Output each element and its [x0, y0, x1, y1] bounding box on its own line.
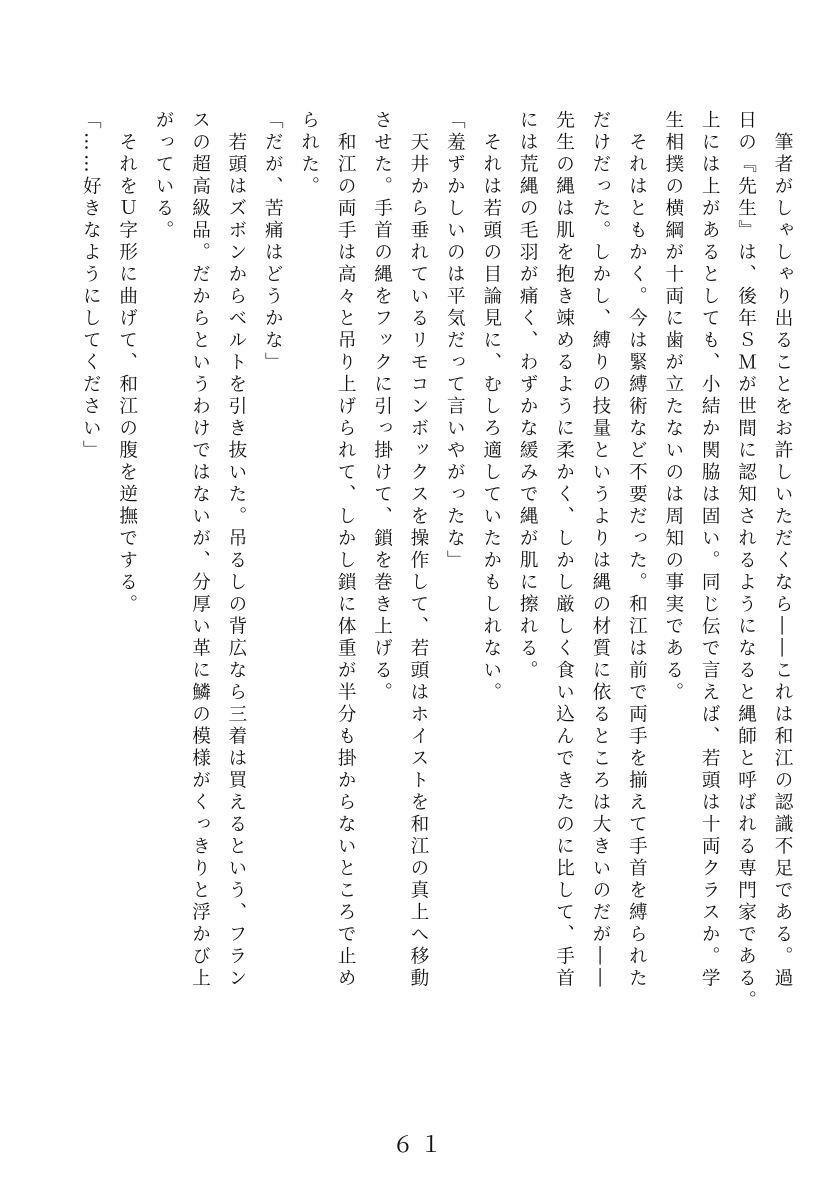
- text-line: 先生の縄は肌を抱き竦めるように柔かく、しかし厳しく食い込んできたのに比して、手首: [553, 110, 575, 990]
- text-line: 天井から垂れているリモコンボックスを操作して、若頭はホイストを和江の真上へ移動: [407, 110, 429, 990]
- text-line: 和江の両手は高々と吊り上げられて、しかし鎖に体重が半分も掛からないところで止め: [335, 110, 357, 990]
- text-line: 日の『先生』は、後年ＳＭが世間に認知されるようになると縄師と呼ばれる専門家である。: [735, 110, 757, 1012]
- text-line: それは若頭の目論見に、むしろ適していたかもしれない。: [480, 110, 502, 704]
- text-line: それをＵ字形に曲げて、和江の腹を逆撫でする。: [116, 110, 138, 616]
- text-line: られた。: [298, 110, 320, 198]
- text-line: だけだった。しかし、縛りの技量というよりは縄の材質に依るところは大きいのだが――: [589, 110, 611, 990]
- page-number: ６１: [391, 1133, 448, 1158]
- text-line: 生相撲の横綱が十両に歯が立たないのは周知の事実である。: [662, 110, 684, 704]
- text-line: それはともかく。今は緊縛術など不要だった。和江は前で両手を揃えて手首を縛られた: [626, 110, 648, 990]
- text-line: 筆者がしゃしゃり出ることをお許しいただくなら――これは和江の認識不足である。過: [772, 110, 793, 990]
- text-line: 「だが、苦痛はどうかな」: [262, 110, 284, 374]
- vertical-text-body: [20, 110, 800, 1120]
- text-line: には荒縄の毛羽が痛く、わずかな緩みで縄が肌に擦れる。: [517, 110, 539, 682]
- text-line: 「羞ずかしいのは平気だって言いやがったな」: [444, 110, 466, 572]
- text-line: させた。手首の縄をフックに引っ掛けて、鎖を巻き上げる。: [371, 110, 393, 704]
- text-line: 「……好きなようにしてください」: [80, 110, 102, 462]
- text-line: がっている。: [153, 110, 175, 242]
- text-line: 上には上があるとしても、小結か関脇は固い。同じ伝で言えば、若頭は十両クラスか。学: [699, 110, 721, 990]
- text-line: スの超高級品。だからというわけではないが、分厚い革に鱗の模様がくっきりと浮かび上: [189, 110, 211, 990]
- text-line: 若頭はズボンからベルトを引き抜いた。吊るしの背広なら三着は買えるという、フラン: [225, 110, 247, 990]
